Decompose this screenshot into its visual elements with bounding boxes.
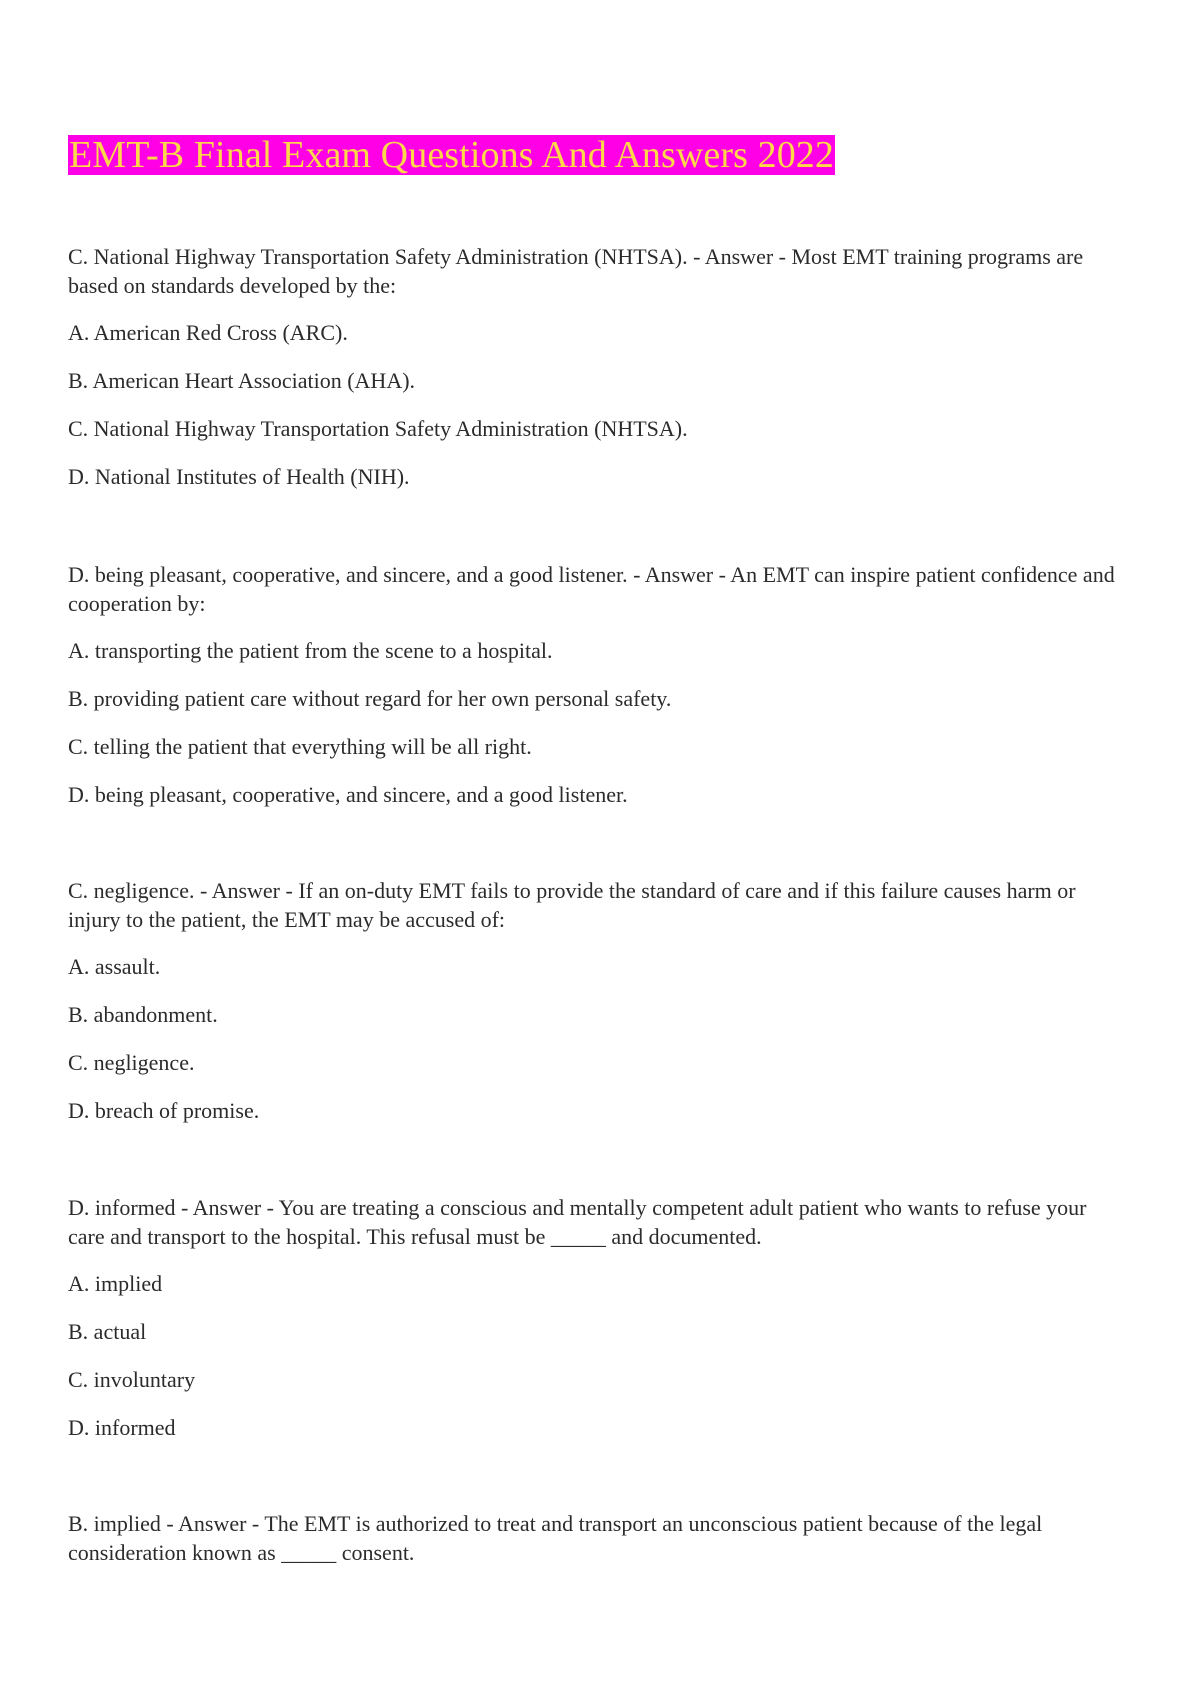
- document-title: EMT-B Final Exam Questions And Answers 2022: [69, 134, 835, 176]
- answer-option: A. transporting the patient from the scene to a hospital.: [68, 638, 553, 663]
- question-text: D. being pleasant, cooperative, and sincere, and a good listener. - Answer - An EMT can inspire patient confidence and cooperation by:: [68, 562, 1115, 616]
- answer-option: B. abandonment.: [68, 1002, 218, 1027]
- title-wrap: [68, 135, 835, 175]
- answer-option: A. assault.: [68, 954, 161, 979]
- answer-option: B. actual: [68, 1319, 147, 1344]
- answer-option: A. implied: [68, 1271, 163, 1296]
- question-text: C. negligence. - Answer - If an on-duty EMT fails to provide the standard of care and if this failure causes harm or injury to the patient, the EMT may be accused of:: [68, 878, 1076, 932]
- answer-option: D. informed: [68, 1415, 176, 1440]
- qa-block-4: [68, 1193, 1128, 1461]
- answer-option: C. negligence.: [68, 1050, 195, 1075]
- answer-option: C. National Highway Transportation Safety Administration (NHTSA).: [68, 416, 688, 441]
- qa-block-5: [68, 1509, 1128, 1585]
- answer-option: B. American Heart Association (AHA).: [68, 368, 416, 393]
- answer-option: C. telling the patient that everything will be all right.: [68, 734, 532, 759]
- answer-option: A. American Red Cross (ARC).: [68, 320, 348, 345]
- question-text: C. National Highway Transportation Safety Administration (NHTSA). - Answer - Most EMT training programs are based on standards developed by the:: [68, 244, 1084, 298]
- answer-option: D. breach of promise.: [68, 1098, 260, 1123]
- answer-option: D. National Institutes of Health (NIH).: [68, 464, 410, 489]
- qa-block-3: [68, 876, 1128, 1144]
- qa-block-2: [68, 560, 1128, 828]
- question-text: D. informed - Answer - You are treating a conscious and mentally competent adult patient who wants to refuse your care and transport to the hospital. This refusal must be _____ and documented.: [68, 1195, 1087, 1249]
- answer-option: D. being pleasant, cooperative, and sincere, and a good listener.: [68, 782, 628, 807]
- answer-option: C. involuntary: [68, 1367, 196, 1392]
- qa-block-1: [68, 242, 1128, 510]
- question-text: B. implied - Answer - The EMT is authorized to treat and transport an unconscious patient because of the legal consideration known as _____ consent.: [68, 1511, 1043, 1565]
- answer-option: B. providing patient care without regard for her own personal safety.: [68, 686, 672, 711]
